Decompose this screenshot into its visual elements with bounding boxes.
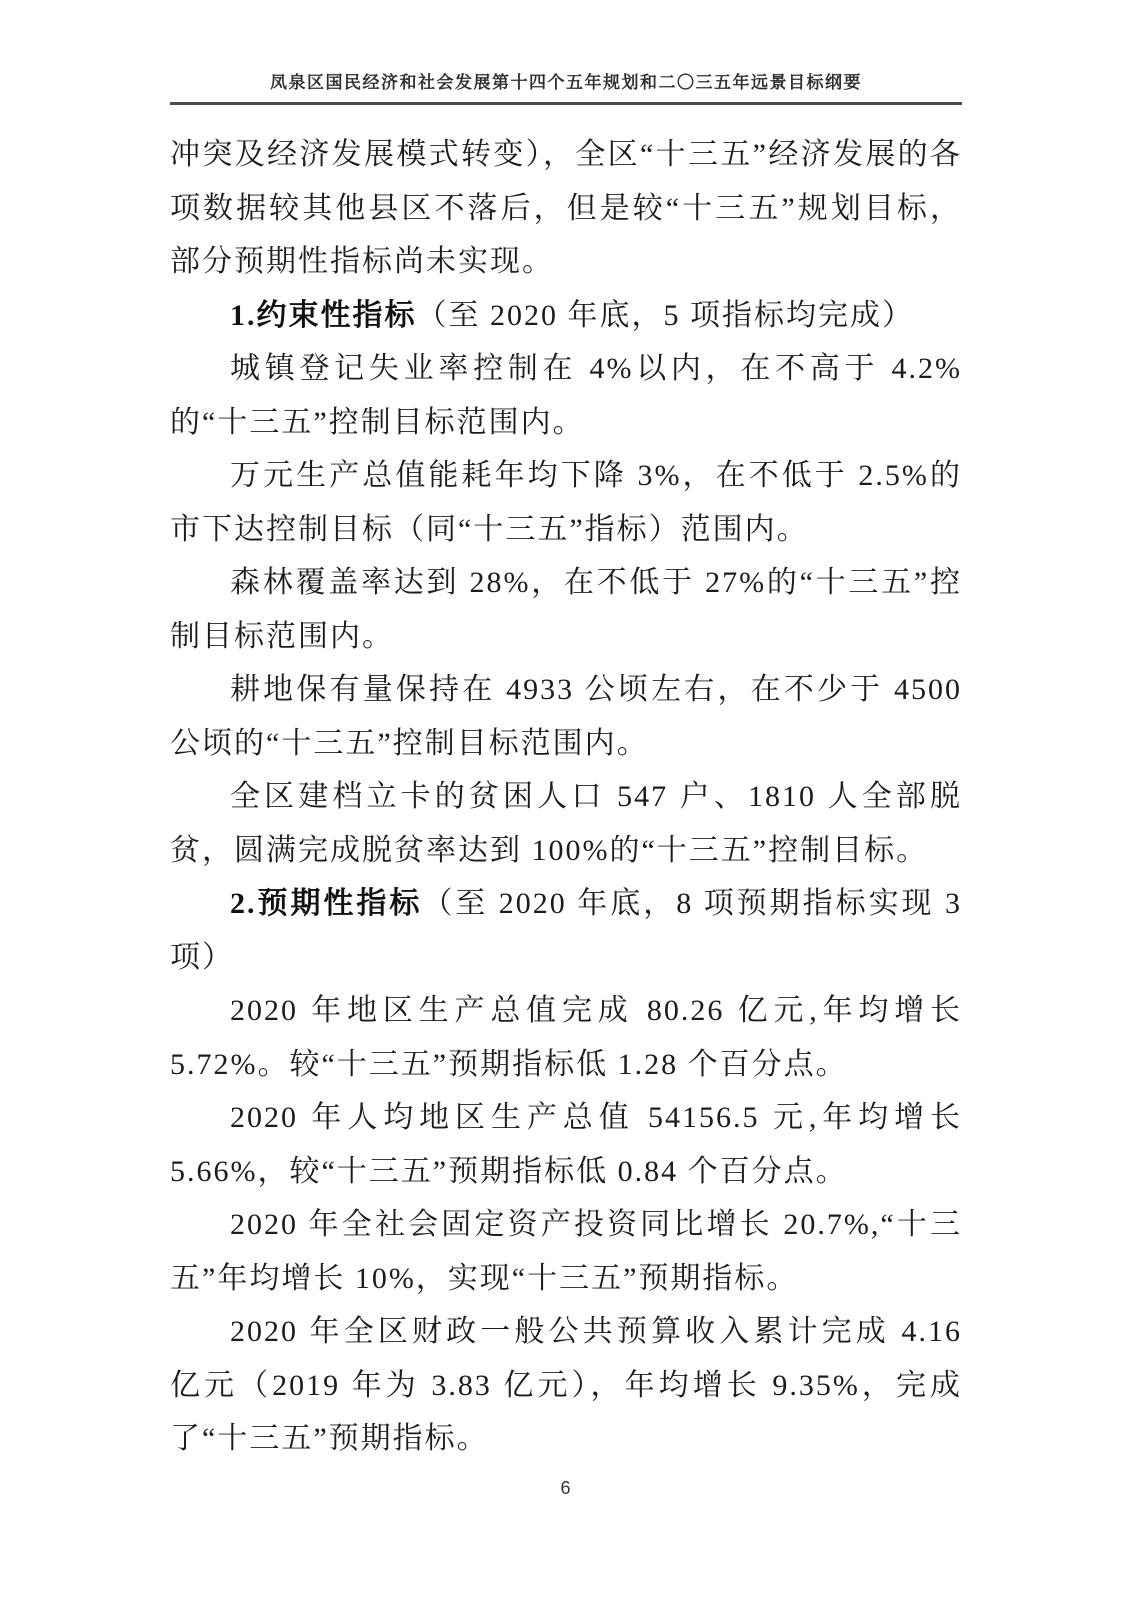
heading-label: 1.约束性指标: [230, 298, 417, 332]
paragraph: 森林覆盖率达到 28%，在不低于 27%的“十三五”控制目标范围内。: [170, 566, 962, 653]
page-number: 6: [560, 1478, 571, 1498]
page-footer: [0, 1478, 1131, 1499]
paragraph: 城镇登记失业率控制在 4%以内，在不高于 4.2%的“十三五”控制目标范围内。: [170, 352, 962, 439]
heading-suffix: （至 2020 年底，8 项预期指标实现 3 项）: [170, 887, 963, 974]
document-body: [170, 128, 962, 1466]
paragraph: 全区建档立卡的贫困人口 547 户、1810 人全部脱贫，圆满完成脱贫率达到 100%的“十三五”控制目标。: [170, 780, 962, 867]
paragraph: 冲突及经济发展模式转变），全区“十三五”经济发展的各项数据较其他县区不落后，但是较“十三五”规划目标，部分预期性指标尚未实现。: [170, 138, 962, 278]
section-heading: [170, 877, 962, 984]
paragraph: 2020 年地区生产总值完成 80.26 亿元,年均增长 5.72%。较“十三五”预期指标低 1.28 个百分点。: [170, 994, 962, 1081]
paragraph: 2020 年人均地区生产总值 54156.5 元,年均增长 5.66%，较“十三五”预期指标低 0.84 个百分点。: [170, 1101, 962, 1188]
heading-label: 2.预期性指标: [230, 887, 423, 920]
header-title: 凤泉区国民经济和社会发展第十四个五年规划和二〇三五年远景目标纲要: [170, 68, 962, 105]
page-header: [170, 68, 962, 105]
paragraph: 2020 年全区财政一般公共预算收入累计完成 4.16 亿元（2019 年为 3.83 亿元），年均增长 9.35%，完成了“十三五”预期指标。: [170, 1315, 962, 1455]
heading-suffix: （至 2020 年底，5 项指标均完成）: [416, 298, 914, 332]
section-heading: [170, 289, 962, 343]
paragraph: 耕地保有量保持在 4933 公顷左右，在不少于 4500 公顷的“十三五”控制目标范围内。: [170, 673, 962, 760]
paragraph: 2020 年全社会固定资产投资同比增长 20.7%,“十三五”年均增长 10%，实现“十三五”预期指标。: [170, 1208, 962, 1295]
paragraph: 万元生产总值能耗年均下降 3%，在不低于 2.5%的市下达控制目标（同“十三五”指标）范围内。: [170, 459, 962, 546]
